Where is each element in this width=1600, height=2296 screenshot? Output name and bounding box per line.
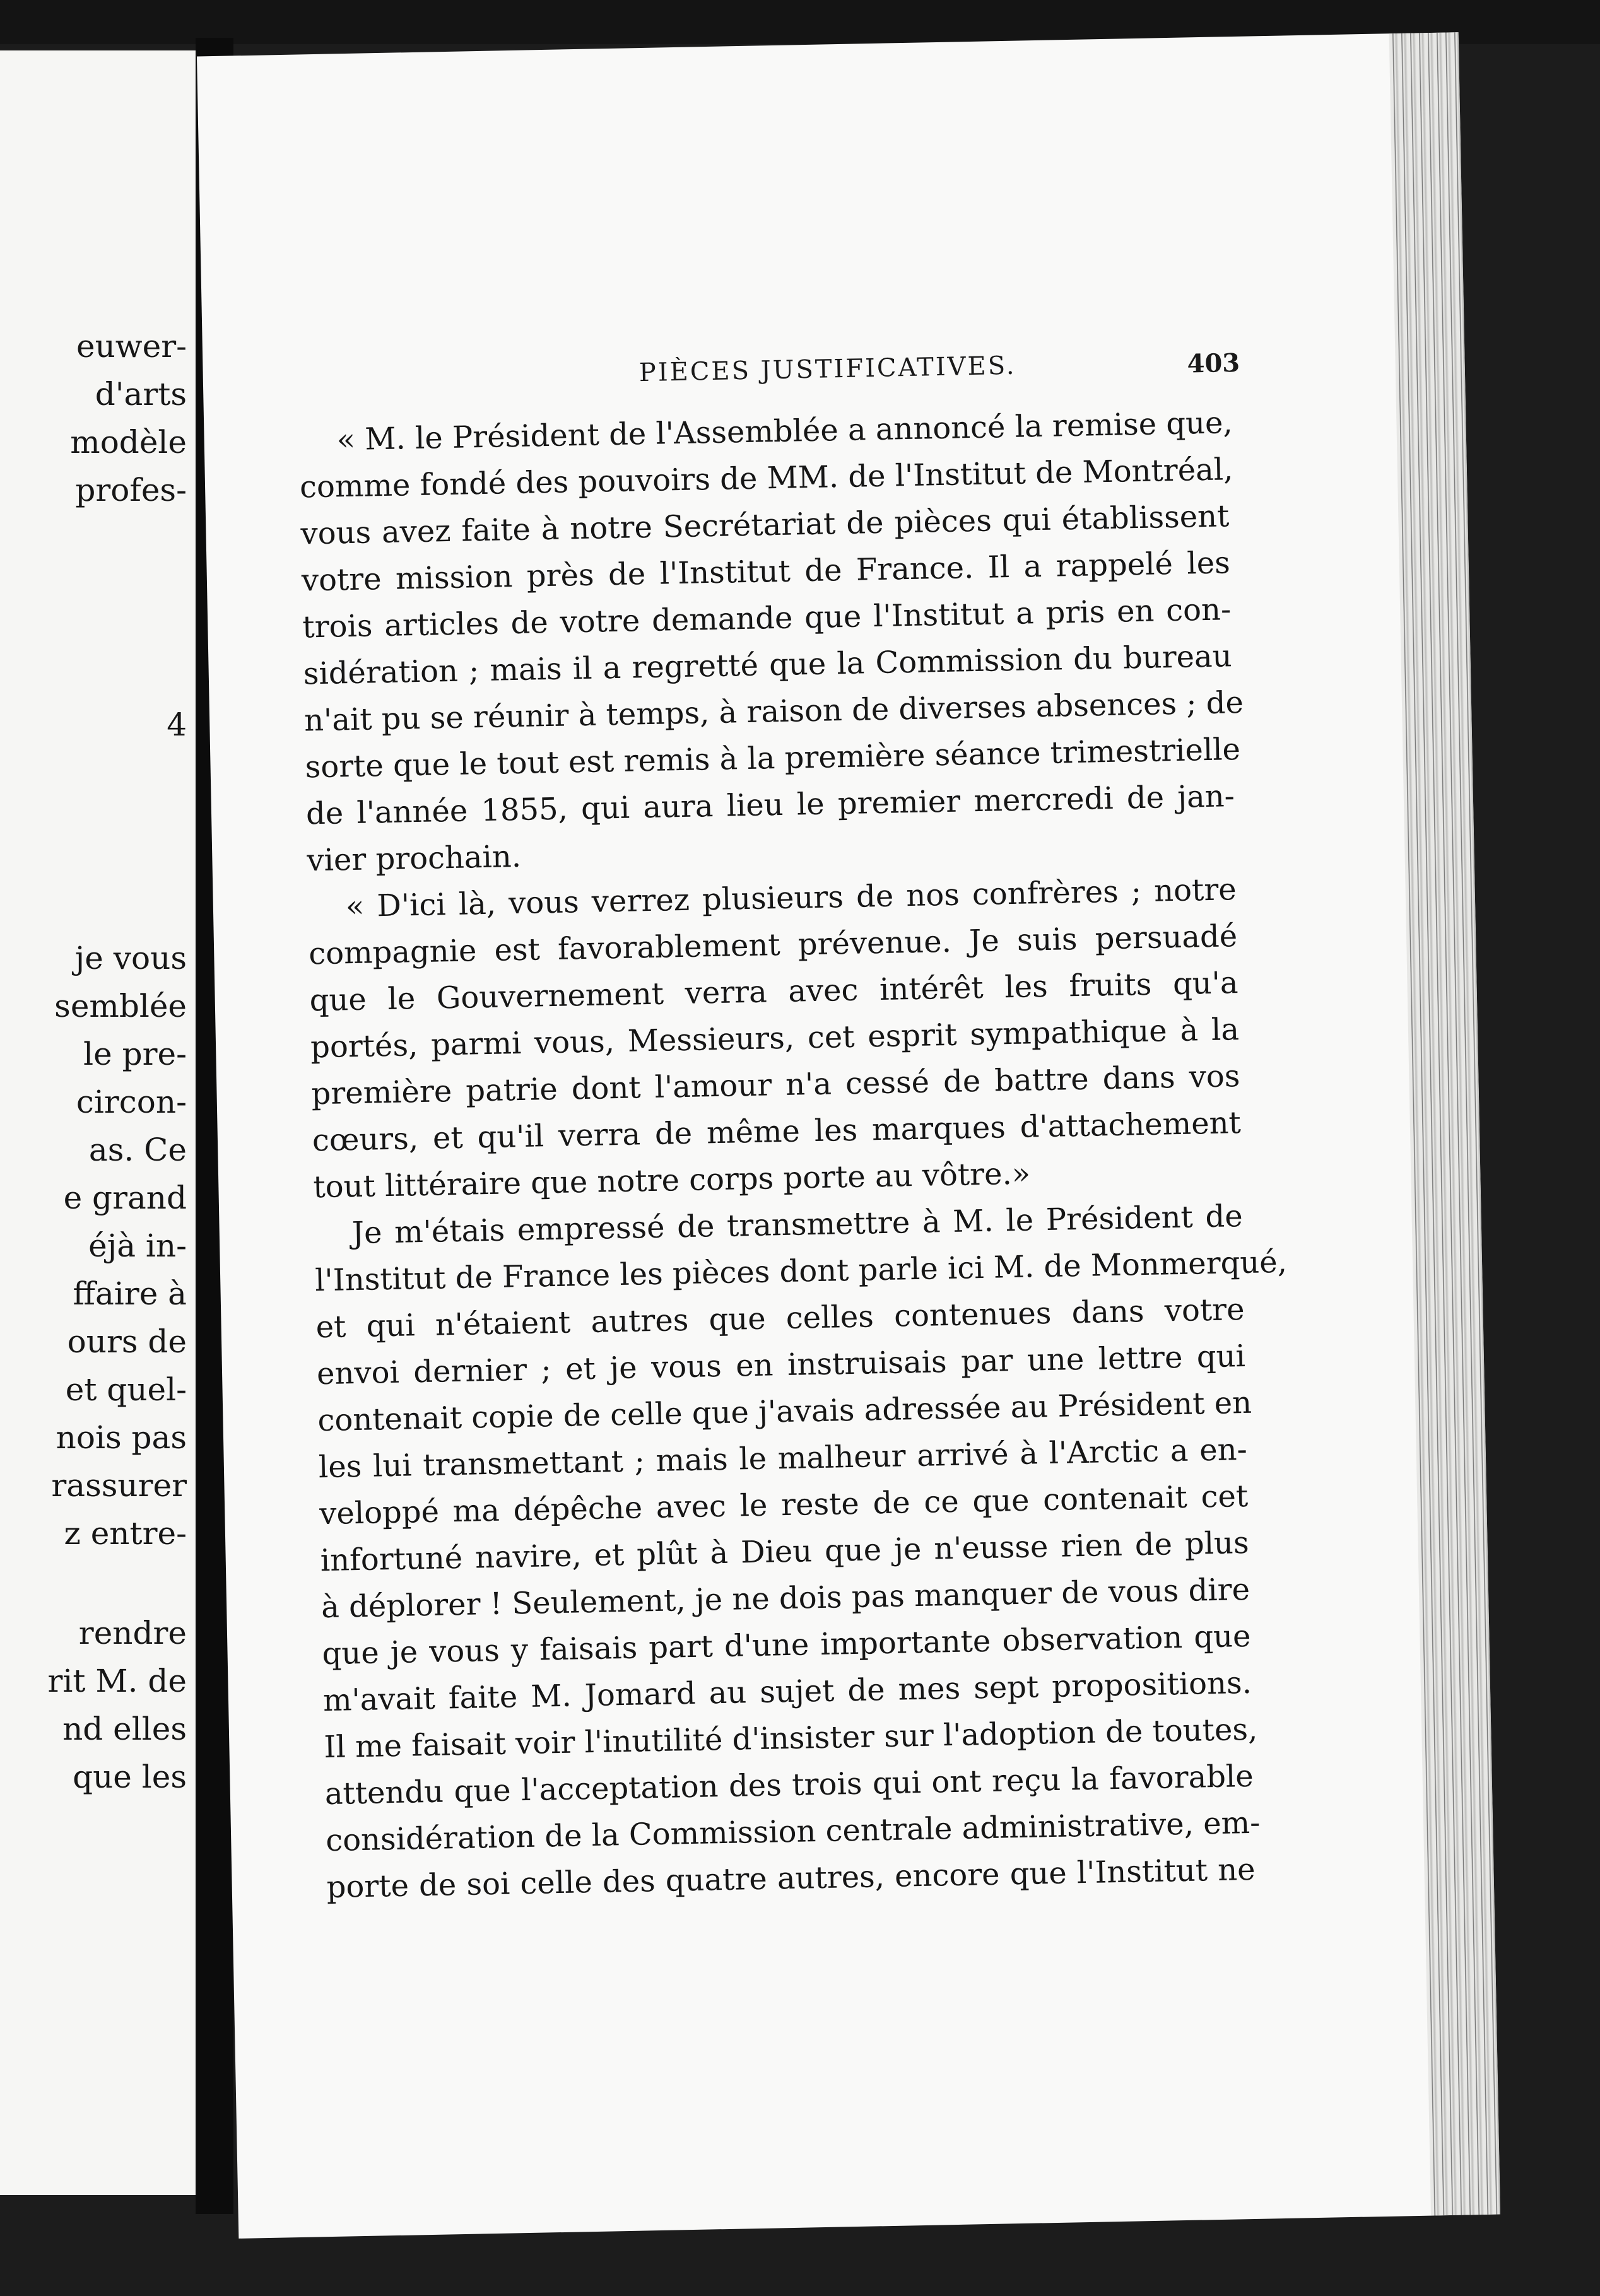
previous-page-line: 4 [167,706,187,743]
text-line: porte de soi celle des quatre autres, encore que l'Institut ne [326,1851,1256,1906]
body-text [298,399,1288,1911]
previous-page-fragment [0,50,196,2195]
text-line: Il me faisait voir l'inutilité d'insister sur l'adoption de toutes, [323,1711,1258,1766]
previous-page-line: nd elles [62,1711,187,1747]
running-title: PIÈCES JUSTIFICATIVES. [638,351,1016,388]
previous-page-line: je vous [74,940,187,976]
text-line: première patrie dont l'amour n'a cessé de battre dans vos [311,1058,1240,1112]
text-line: que le Gouvernement verra avec intérêt les fruits qu'a [309,965,1239,1019]
previous-page-line: z entre- [64,1515,187,1552]
previous-page-line: rendre [78,1615,187,1651]
text-line: contenait copie de celle que j'avais adressée au Président en [317,1385,1252,1439]
text-line: « D'ici là, vous verrez plusieurs de nos confrères ; notre [345,872,1237,925]
previous-page-line: modèle [70,424,187,460]
text-line: trois articles de votre demande que l'Institut a pris en con- [302,592,1232,645]
text-line: n'ait pu se réunir à temps, à raison de diverses absences ; de [303,684,1244,739]
previous-page-line: rit M. de [47,1663,187,1699]
text-line: sorte que le tout est remis à la première séance trimestrielle [305,731,1241,785]
previous-page-line: ffaire à [73,1275,187,1312]
page-edges [1389,32,1500,2215]
previous-page-line: semblée [54,988,187,1024]
text-line: votre mission près de l'Institut de France. Il a rappelé les [301,545,1231,599]
text-line: cœurs, et qu'il verra de même les marques d'attachement [312,1105,1242,1159]
text-line: infortuné navire, et plût à Dieu que je n'eusse rien de plus [320,1525,1250,1579]
previous-page-line: rassurer [51,1467,187,1504]
previous-page-line: le pre- [83,1036,187,1072]
text-line: attendu que l'acceptation des trois qui ont reçu la favorable [324,1758,1254,1812]
previous-page-line: circon- [76,1084,187,1120]
text-line: sidération ; mais il a regretté que la Commission du bureau [303,638,1233,692]
text-line: comme fondé des pouvoirs de MM. de l'Institut de Montréal, [299,452,1233,505]
text-line: envoi dernier ; et je vous en instruisais par une lettre qui [316,1338,1246,1392]
text-line: à déplorer ! Seulement, je ne dois pas manquer de vous dire [321,1571,1250,1625]
text-line: et qui n'étaient autres que celles contenues dans votre [315,1292,1245,1345]
text-line: « M. le Président de l'Assemblée a annoncé la remise que, [336,405,1233,458]
book-page [197,32,1500,2239]
page-number: 403 [1187,348,1240,379]
previous-page-line: et quel- [65,1371,187,1408]
text-line: vous avez faite à notre Secrétariat de pièces qui établissent [300,498,1230,552]
text-line: les lui transmettant ; mais le malheur arrivé à l'Arctic a en- [318,1431,1248,1485]
text-line: que je vous y faisais part d'une importante observation que [322,1618,1251,1672]
text-line: considération de la Commission centrale administrative, em- [325,1805,1261,1859]
previous-page-line: profes- [75,472,187,508]
text-line: tout littéraire que notre corps porte au vôtre.» [312,1156,1031,1205]
text-line: veloppé ma dépêche avec le reste de ce que contenait cet [319,1478,1249,1532]
previous-page-line: éjà in- [88,1227,187,1264]
previous-page-line: ours de [67,1323,187,1360]
previous-page-line: euwer- [76,328,187,365]
previous-page-line: que les [73,1759,187,1795]
text-line: Je m'étais empressé de transmettre à M. le Président de [351,1198,1244,1251]
text-line: compagnie est favorablement prévenue. Je suis persuadé [308,918,1238,972]
previous-page-line: e grand [63,1180,187,1216]
text-line: l'Institut de France les pièces dont parle ici M. de Monmerqué, [314,1244,1288,1299]
text-line: vier prochain. [306,838,522,879]
text-line: m'avait faite M. Jomard au sujet de mes sept propositions. [322,1665,1252,1719]
previous-page-line: d'arts [95,376,187,413]
previous-page-line: as. Ce [88,1132,187,1168]
text-line: de l'année 1855, qui aura lieu le premier mercredi de jan- [305,778,1235,832]
text-line: portés, parmi vous, Messieurs, cet esprit sympathique à la [310,1012,1240,1065]
previous-page-line: nois pas [56,1419,187,1456]
